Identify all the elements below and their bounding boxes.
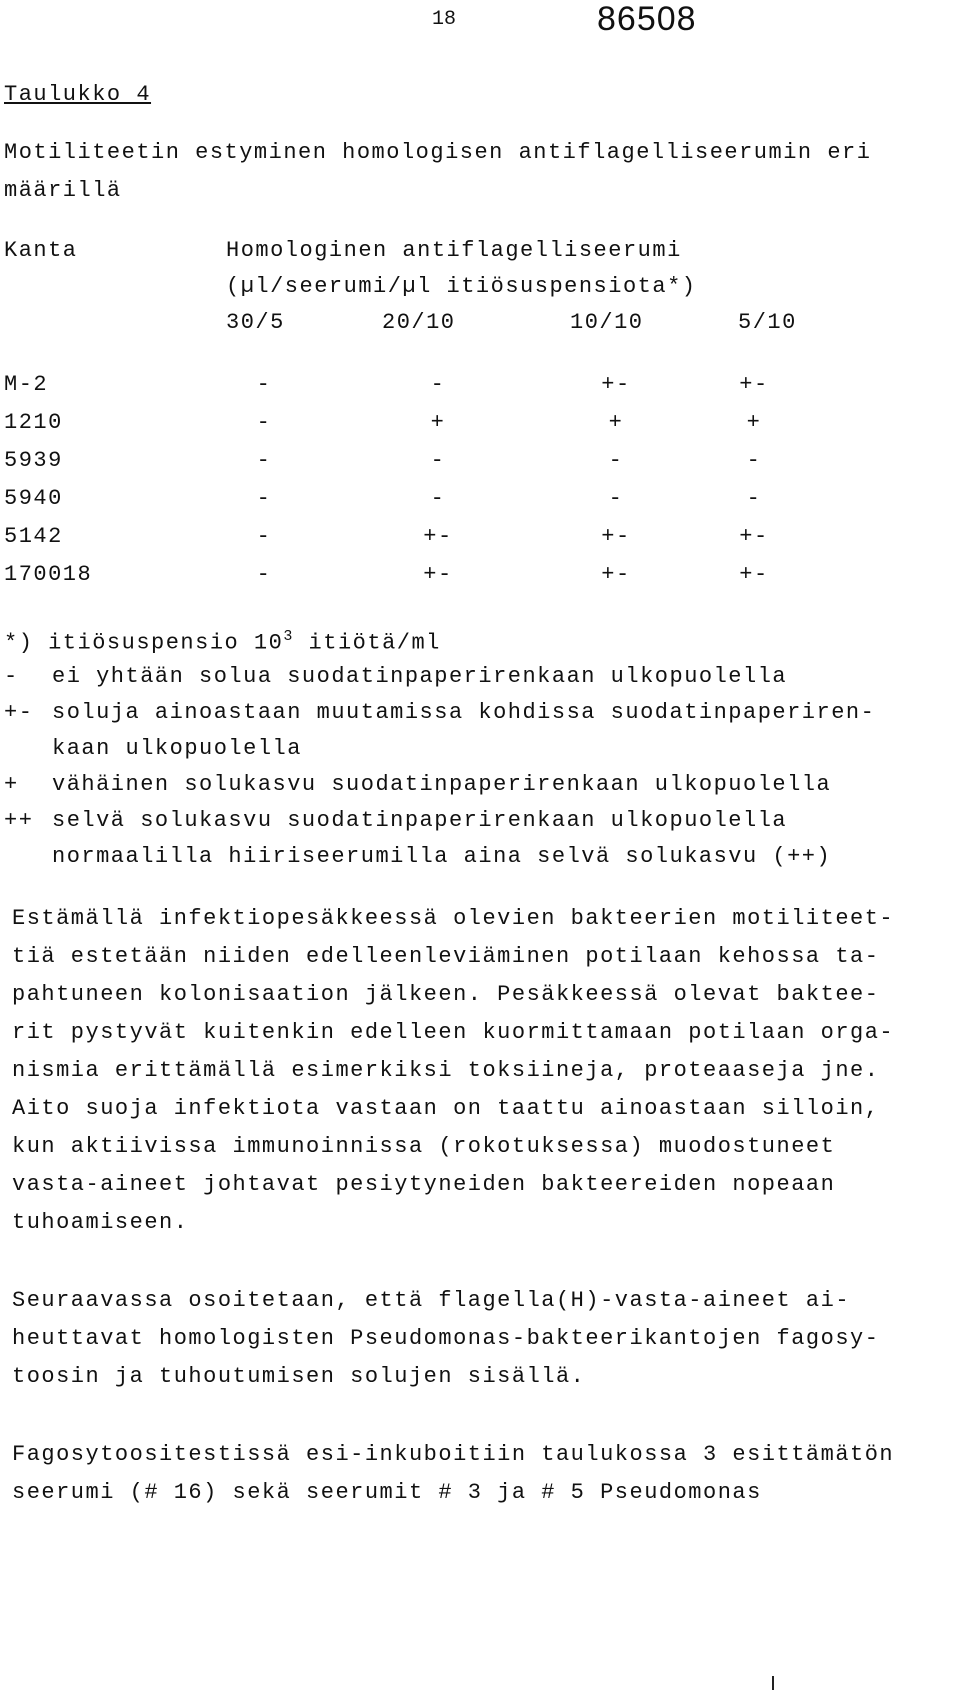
- legend-item: [4, 736, 302, 761]
- strain-cell: 170018: [4, 562, 93, 587]
- legend-text: soluja ainoastaan muutamissa kohdissa suodatinpaperiren-: [52, 700, 876, 725]
- page-number: 18: [432, 8, 457, 31]
- result-cell: +-: [601, 524, 631, 549]
- legend-item: [4, 808, 787, 833]
- result-cell: +-: [423, 562, 453, 587]
- text-line: vasta-aineet johtavat pesiytyneiden bakteereiden nopeaan: [12, 1172, 836, 1197]
- scan-mark: [772, 1676, 774, 1690]
- legend-item: [4, 772, 831, 797]
- result-cell: +: [430, 410, 446, 435]
- result-cell: -: [430, 448, 446, 473]
- column-group-title: Homologinen antiflagelliseerumi: [226, 238, 682, 263]
- result-cell: -: [746, 486, 762, 511]
- legend-text: normaalilla hiiriseerumilla aina selvä solukasvu (++): [52, 844, 832, 869]
- table-caption-line-2: määrillä: [4, 178, 122, 203]
- legend-item: [4, 844, 831, 869]
- legend-text: vähäinen solukasvu suodatinpaperirenkaan ulkopuolella: [52, 772, 832, 797]
- legend-symbol: +: [4, 772, 19, 797]
- text-line: Estämällä infektiopesäkkeessä olevien bakteerien motiliteet-: [12, 906, 895, 931]
- column-header: 30/5: [226, 310, 285, 335]
- document-number: 86508: [597, 0, 697, 38]
- legend-text: selvä solukasvu suodatinpaperirenkaan ulkopuolella: [52, 808, 788, 833]
- text-line: Aito suoja infektiota vastaan on taattu ainoastaan silloin,: [12, 1096, 880, 1121]
- text-line: seerumi (# 16) sekä seerumit # 3 ja # 5 Pseudomonas: [12, 1480, 762, 1505]
- text-line: heuttavat homologisten Pseudomonas-bakteerikantojen fagosy-: [12, 1326, 880, 1351]
- legend-symbol: -: [4, 664, 19, 689]
- text-line: nismia erittämällä esimerkiksi toksiineja, proteaaseja jne.: [12, 1058, 880, 1083]
- result-cell: -: [256, 372, 272, 397]
- text-line: kun aktiivissa immunoinnissa (rokotuksessa) muodostuneet: [12, 1134, 836, 1159]
- result-cell: +: [746, 410, 762, 435]
- column-header: 5/10: [738, 310, 797, 335]
- text-line: rit pystyvät kuitenkin edelleen kuormittamaan potilaan orga-: [12, 1020, 895, 1045]
- legend-footnote: [4, 628, 441, 655]
- result-cell: +-: [739, 562, 769, 587]
- strain-cell: 5142: [4, 524, 63, 549]
- result-cell: -: [608, 448, 624, 473]
- column-group-subtitle: (µl/seerumi/µl itiösuspensiota*): [226, 274, 697, 299]
- result-cell: -: [430, 486, 446, 511]
- text-line: toosin ja tuhoutumisen solujen sisällä.: [12, 1364, 586, 1389]
- strain-cell: 5939: [4, 448, 63, 473]
- text-line: pahtuneen kolonisaation jälkeen. Pesäkkeessä olevat baktee-: [12, 982, 880, 1007]
- result-cell: +-: [739, 372, 769, 397]
- legend-text: kaan ulkopuolella: [52, 736, 302, 761]
- result-cell: -: [608, 486, 624, 511]
- result-cell: +: [608, 410, 624, 435]
- strain-cell: M-2: [4, 372, 49, 397]
- legend-item: [4, 700, 875, 725]
- result-cell: -: [256, 448, 272, 473]
- result-cell: +-: [601, 562, 631, 587]
- result-cell: -: [256, 410, 272, 435]
- legend-text: ei yhtään solua suodatinpaperirenkaan ulkopuolella: [52, 664, 788, 689]
- result-cell: +-: [423, 524, 453, 549]
- text-line: tuhoamiseen.: [12, 1210, 189, 1235]
- result-cell: -: [256, 562, 272, 587]
- column-header: 20/10: [382, 310, 456, 335]
- legend-symbol: ++: [4, 808, 34, 833]
- text-line: tiä estetään niiden edelleenleviäminen potilaan kehossa ta-: [12, 944, 880, 969]
- text-line: Seuraavassa osoitetaan, että flagella(H)-vasta-aineet ai-: [12, 1288, 851, 1313]
- strain-cell: 1210: [4, 410, 63, 435]
- result-cell: -: [256, 486, 272, 511]
- legend-symbol: +-: [4, 700, 34, 725]
- column-header: 10/10: [570, 310, 644, 335]
- result-cell: -: [256, 524, 272, 549]
- result-cell: -: [746, 448, 762, 473]
- footnote-prefix: *) itiösuspensio 10: [4, 630, 284, 656]
- result-cell: -: [430, 372, 446, 397]
- strain-cell: 5940: [4, 486, 63, 511]
- result-cell: +-: [739, 524, 769, 549]
- legend-item: [4, 664, 787, 689]
- table-title: Taulukko 4: [4, 82, 152, 107]
- result-cell: +-: [601, 372, 631, 397]
- table-caption-line-1: Motiliteetin estyminen homologisen antiflagelliseerumin eri: [4, 140, 872, 165]
- footnote-superscript: 3: [283, 628, 294, 645]
- text-line: Fagosytoositestissä esi-inkuboitiin taulukossa 3 esittämätön: [12, 1442, 895, 1467]
- column-header-strain: Kanta: [4, 238, 78, 263]
- footnote-suffix: itiötä/ml: [293, 630, 441, 656]
